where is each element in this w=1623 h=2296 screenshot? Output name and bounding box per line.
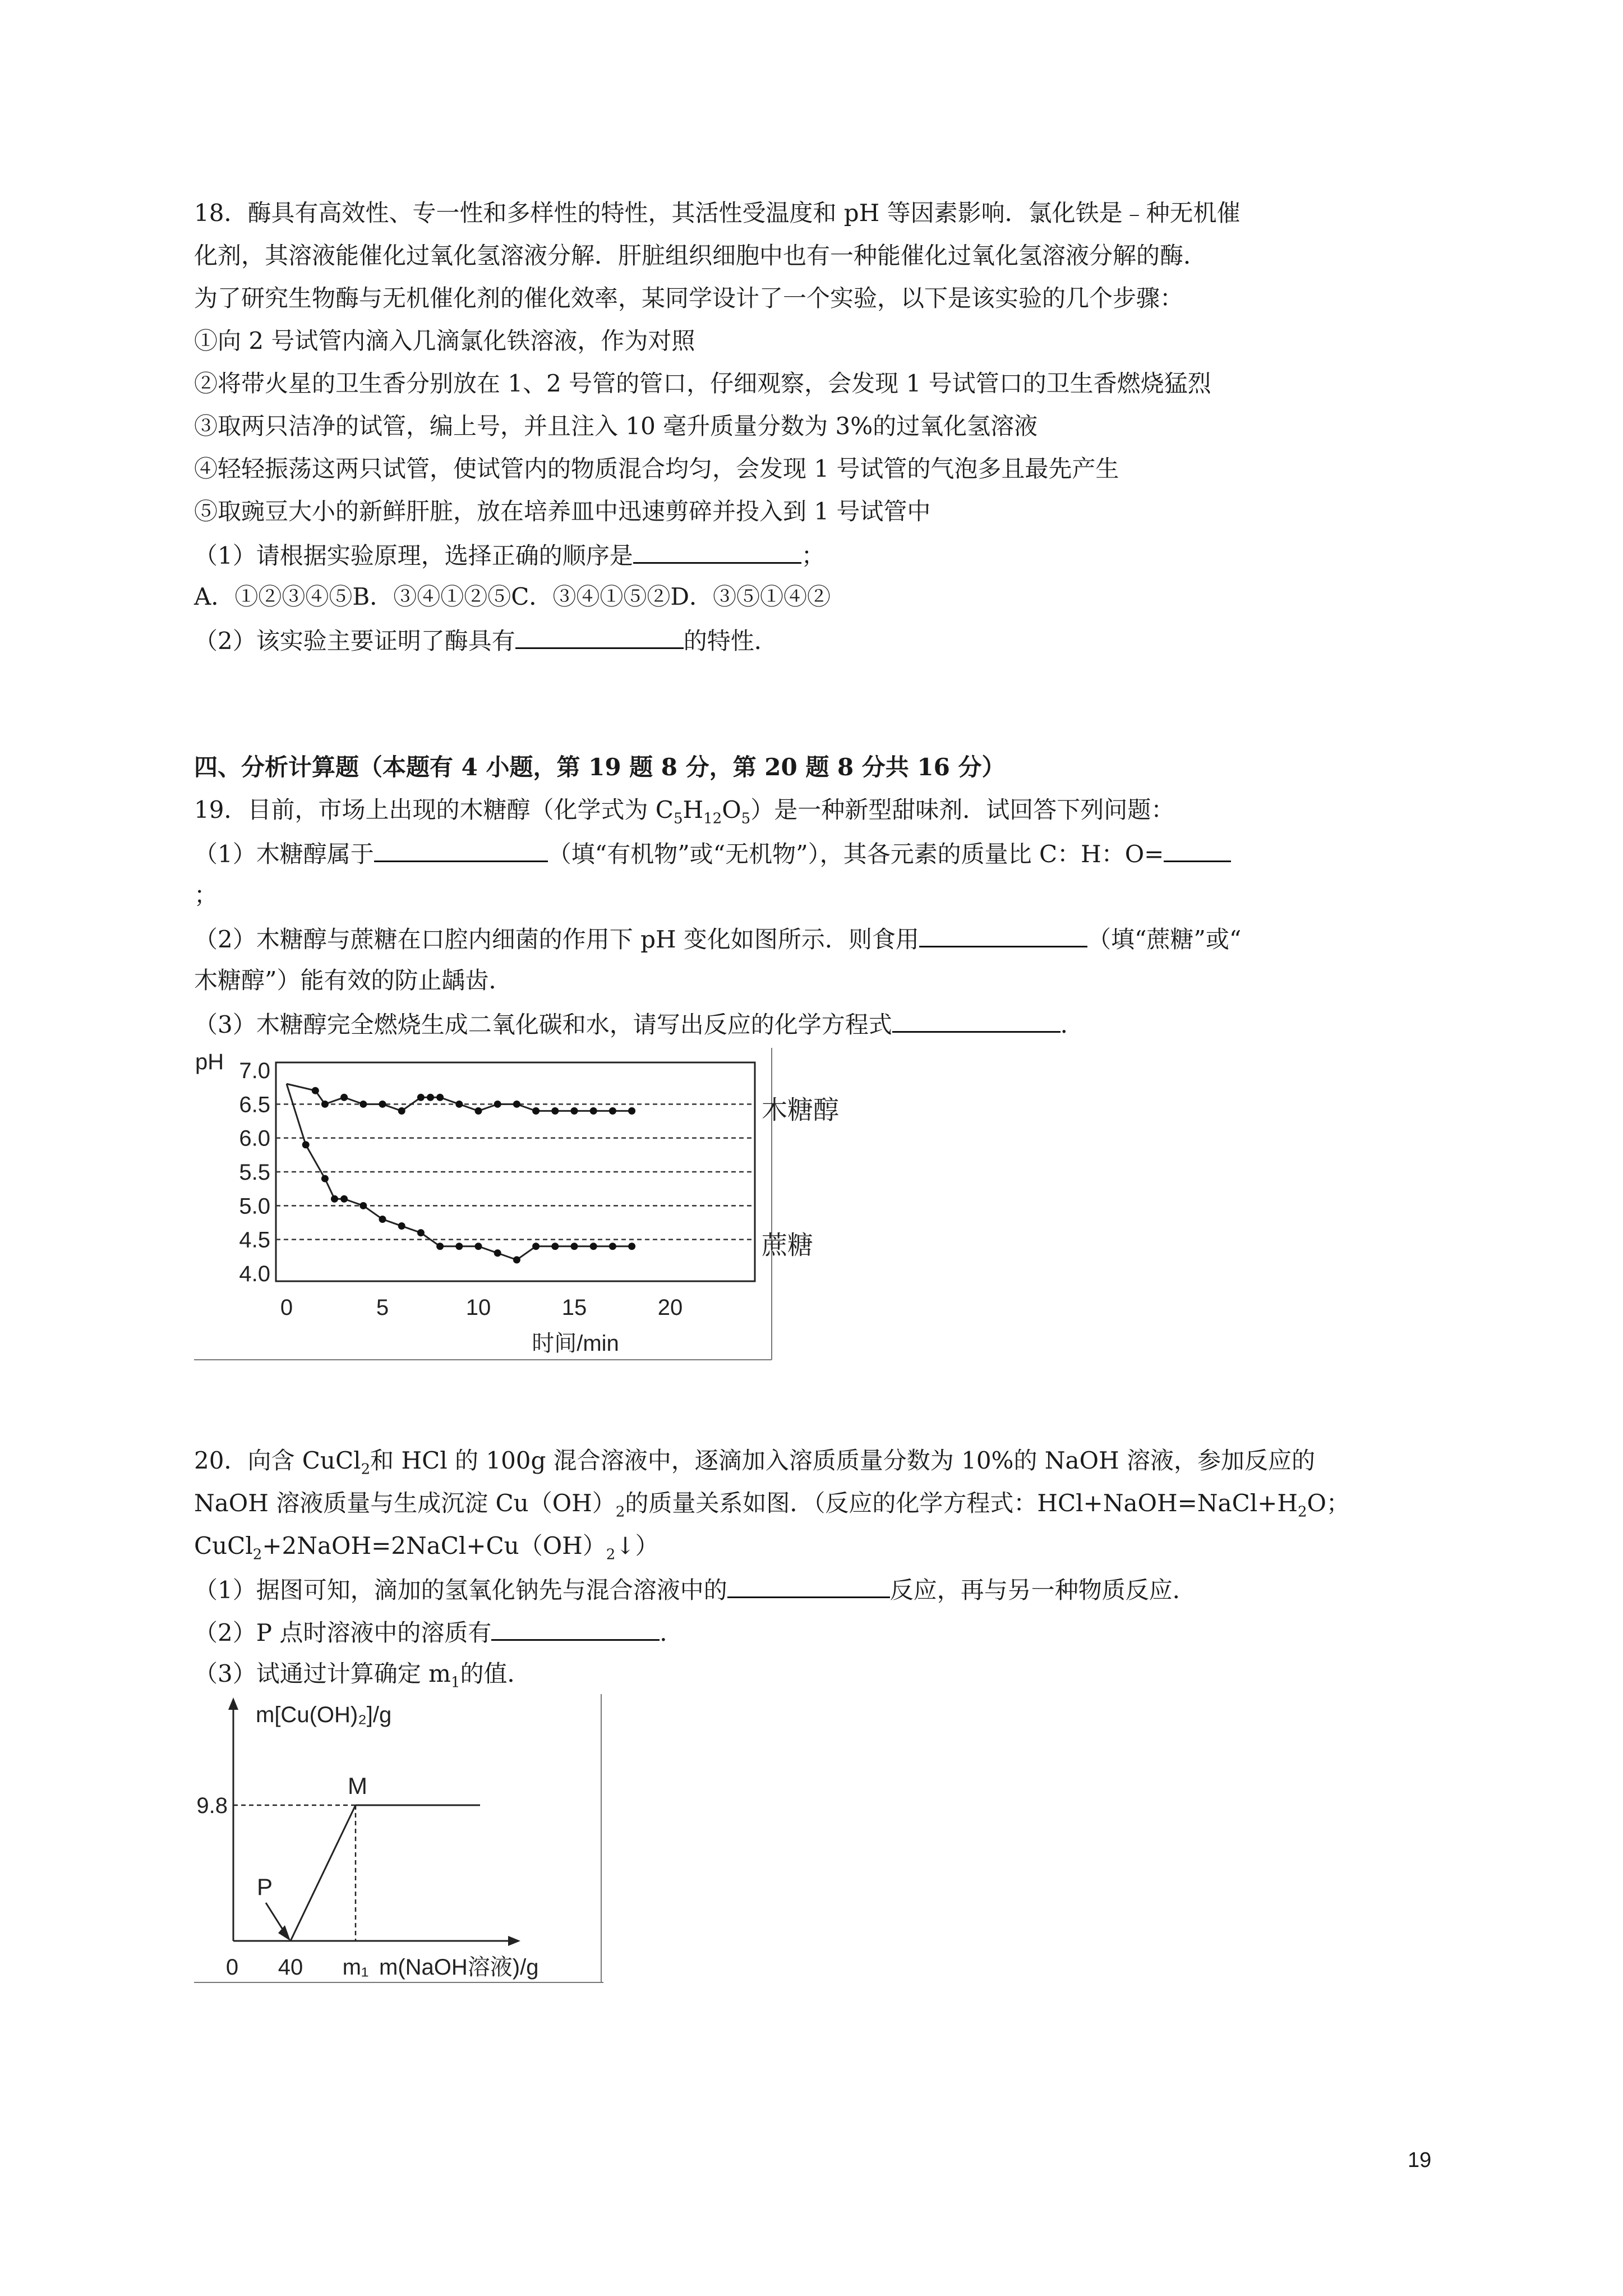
data-point [359,1202,367,1209]
y-tick-label: 5.0 [239,1194,270,1219]
data-point [436,1243,444,1250]
q18-options: A．①②③④⑤B．③④①②⑤C．③④①⑤②D．③⑤①④② [194,583,831,610]
x-tick-label: m₁ [342,1955,369,1980]
data-point [532,1243,540,1250]
x-tick-label: 20 [657,1295,683,1320]
x-tick-label: 0 [225,1955,239,1980]
q19-text: H [683,796,704,823]
answer-blank[interactable] [727,1572,890,1598]
q19-part-2 [194,921,1241,956]
series-label: 蔗糖 [762,1230,813,1260]
data-point [609,1107,616,1115]
data-point [628,1107,635,1115]
data-point [398,1107,405,1115]
q18-line-3: 为了研究生物酶与无机催化剂的催化效率，某同学设计了一个实验，以下是该实验的几个步骤： [194,284,1184,312]
data-point [571,1107,578,1115]
y-tick-label: 5.5 [239,1160,270,1185]
q20-part-1 [194,1572,1196,1607]
y-tick-label: 6.5 [239,1092,270,1117]
data-point [379,1216,386,1223]
q20-text: +2NaOH=2NaCl+Cu（OH） [262,1532,606,1559]
data-point [302,1141,310,1148]
x-axis-label: m(NaOH溶液)/g [379,1955,539,1980]
q18-part-2 [194,623,778,658]
q19-part-2-end: 木糖醇”）能有效的防止龋齿． [194,967,513,994]
data-point [571,1243,578,1250]
q20-text: CuCl [194,1532,253,1559]
data-point [590,1243,597,1250]
q18-part-2-text: （2）该实验主要证明了酶具有 [194,627,515,655]
x-tick-label: 15 [561,1295,587,1320]
subscript: 12 [703,810,722,827]
data-point [551,1107,559,1115]
x-axis-label: 时间/min [532,1331,619,1356]
q19-part-2-text: （2）木糖醇与蔗糖在口腔内细菌的作用下 pH 变化如图所示．则食用 [194,926,919,953]
x-axis-arrow [508,1936,520,1946]
q19-part-1 [194,836,1231,871]
data-point [417,1094,425,1101]
q18-part-2-end: 的特性． [683,627,778,655]
q20-line-2 [194,1487,1350,1520]
y-axis-arrow [228,1697,238,1710]
point-label-p: P [257,1874,273,1900]
subscript: 2 [1297,1503,1307,1521]
series-label: 木糖醇 [762,1095,839,1125]
q19-part-1-text2: （填“有机物”或“无机物”），其各元素的质量比 C：H：O= [547,840,1164,868]
section-4-heading: 四、分析计算题（本题有 4 小题，第 19 题 8 分，第 20 题 8 分共 16 分） [194,753,1006,781]
q20-part-1-text: （1）据图可知，滴加的氢氧化钠先与混合溶液中的 [194,1576,727,1604]
subscript: 2 [361,1461,371,1478]
q20-part-3-text: （3）试通过计算确定 m [194,1660,451,1687]
data-point [590,1107,597,1115]
page-number: 19 [1408,2148,1432,2172]
data-point [513,1101,520,1108]
y-axis-label: m[Cu(OH)₂]/g [256,1703,392,1727]
data-point [417,1229,425,1236]
ph-change-chart [194,1048,839,1363]
subscript: 2 [615,1503,625,1521]
data-point [340,1195,348,1203]
subscript: 1 [450,1674,460,1691]
answer-blank[interactable] [1164,836,1231,862]
q19-part-2-text2: （填“蔗糖”或“ [1087,926,1242,953]
q20-part-3-end: 的值． [460,1660,531,1687]
data-point [427,1094,434,1101]
q18-part-1-text: （1）请根据实验原理，选择正确的顺序是 [194,542,633,569]
subscript: 5 [741,810,751,827]
data-point [475,1107,482,1115]
x-tick-label: 10 [465,1295,491,1320]
q18-part-1 [194,537,825,573]
answer-blank[interactable] [515,623,684,649]
answer-blank[interactable] [919,921,1087,947]
data-point [551,1243,559,1250]
q20-text: NaOH 溶液质量与生成沉淀 Cu（OH） [194,1489,616,1517]
answer-blank[interactable] [374,836,548,862]
data-point [455,1243,463,1250]
q20-part-2-end: ． [660,1619,684,1646]
y-tick-label: 9.8 [196,1793,228,1818]
data-point [398,1222,405,1230]
y-tick-label: 4.5 [239,1227,270,1253]
data-point [609,1243,616,1250]
data-point [513,1256,520,1263]
q19-text: 19．目前，市场上出现的木糖醇（化学式为 C [194,796,674,823]
curve-segment-1 [291,1805,356,1941]
data-point [359,1101,367,1108]
data-point [532,1107,540,1115]
subscript: 2 [252,1546,262,1563]
q18-part-1-end: ； [801,542,825,569]
data-point [331,1195,338,1203]
subscript: 2 [606,1546,616,1563]
x-tick-label: 40 [278,1955,303,1980]
q18-line-2: 化剂，其溶液能催化过氧化氢溶液分解．肝脏组织细胞中也有一种能催化过氧化氢溶液分解的酶． [194,242,1207,269]
q19-part-3-text: （3）木糖醇完全燃烧生成二氧化碳和水，请写出反应的化学方程式 [194,1011,892,1038]
q20-text: ↓） [615,1532,659,1559]
point-label-m: M [348,1773,367,1799]
data-point [321,1175,329,1182]
q20-text: 和 HCl 的 100g 混合溶液中，逐滴加入溶质质量分数为 10%的 NaOH 溶液，参加反应的 [370,1447,1316,1474]
y-tick-label: 7.0 [239,1059,270,1083]
q18-step-2: ②将带火星的卫生香分别放在 1、2 号管的管口，仔细观察，会发现 1 号试管口的卫生香燃烧猛烈 [194,370,1211,397]
q18-step-4: ④轻轻振荡这两只试管，使试管内的物质混合均匀，会发现 1 号试管的气泡多且最先产生 [194,455,1119,482]
data-point [494,1249,501,1257]
q20-line-3 [194,1529,659,1563]
data-point [494,1101,501,1108]
y-tick-label: 4.0 [239,1262,270,1286]
q19-text: ）是一种新型甜味剂．试回答下列问题： [750,796,1175,823]
data-point [340,1094,348,1101]
q19-part-1-text: （1）木糖醇属于 [194,840,374,868]
q19-text: O [722,796,741,823]
data-point [475,1243,482,1250]
x-tick-label: 0 [280,1295,293,1320]
precipitate-mass-chart [194,1694,609,1986]
q18-step-1: ①向 2 号试管内滴入几滴氯化铁溶液，作为对照 [194,327,695,355]
q20-text: 20．向含 CuCl [194,1447,361,1474]
q20-text: O； [1307,1489,1350,1517]
data-point [628,1243,635,1250]
q19-part-3 [194,1006,1084,1042]
q20-line-1 [194,1444,1315,1478]
q20-part-2 [194,1614,683,1650]
answer-blank[interactable] [892,1006,1061,1033]
q20-part-1-end: 反应，再与另一种物质反应． [889,1576,1196,1604]
p-pointer-arrowhead [278,1925,291,1941]
answer-blank[interactable] [491,1614,660,1641]
data-point [312,1087,319,1094]
q20-part-3 [194,1657,531,1691]
answer-blank[interactable] [633,537,801,564]
q19-line-1 [194,793,1174,827]
q18-line-1: 18．酶具有高效性、专一性和多样性的特性，其活性受温度和 pH 等因素影响．氯化铁是﹣种无机催 [194,199,1241,227]
q19-part-3-end: ． [1060,1011,1084,1038]
q19-part-1-end: ； [194,881,218,909]
data-point [379,1101,386,1108]
x-tick-label: 5 [376,1295,389,1320]
q18-step-5: ⑤取豌豆大小的新鲜肝脏，放在培养皿中迅速剪碎并投入到 1 号试管中 [194,498,931,525]
data-point [455,1101,463,1108]
data-point [321,1101,329,1108]
q20-text: 的质量关系如图．（反应的化学方程式：HCl+NaOH=NaCl+H [625,1489,1298,1517]
q18-step-3: ③取两只洁净的试管，编上号，并且注入 10 毫升质量分数为 3%的过氧化氢溶液 [194,412,1038,440]
data-point [436,1094,444,1101]
q20-part-2-text: （2）P 点时溶液中的溶质有 [194,1619,492,1646]
subscript: 5 [673,810,683,827]
y-tick-label: 6.0 [239,1126,270,1151]
y-axis-label: pH [195,1050,224,1074]
